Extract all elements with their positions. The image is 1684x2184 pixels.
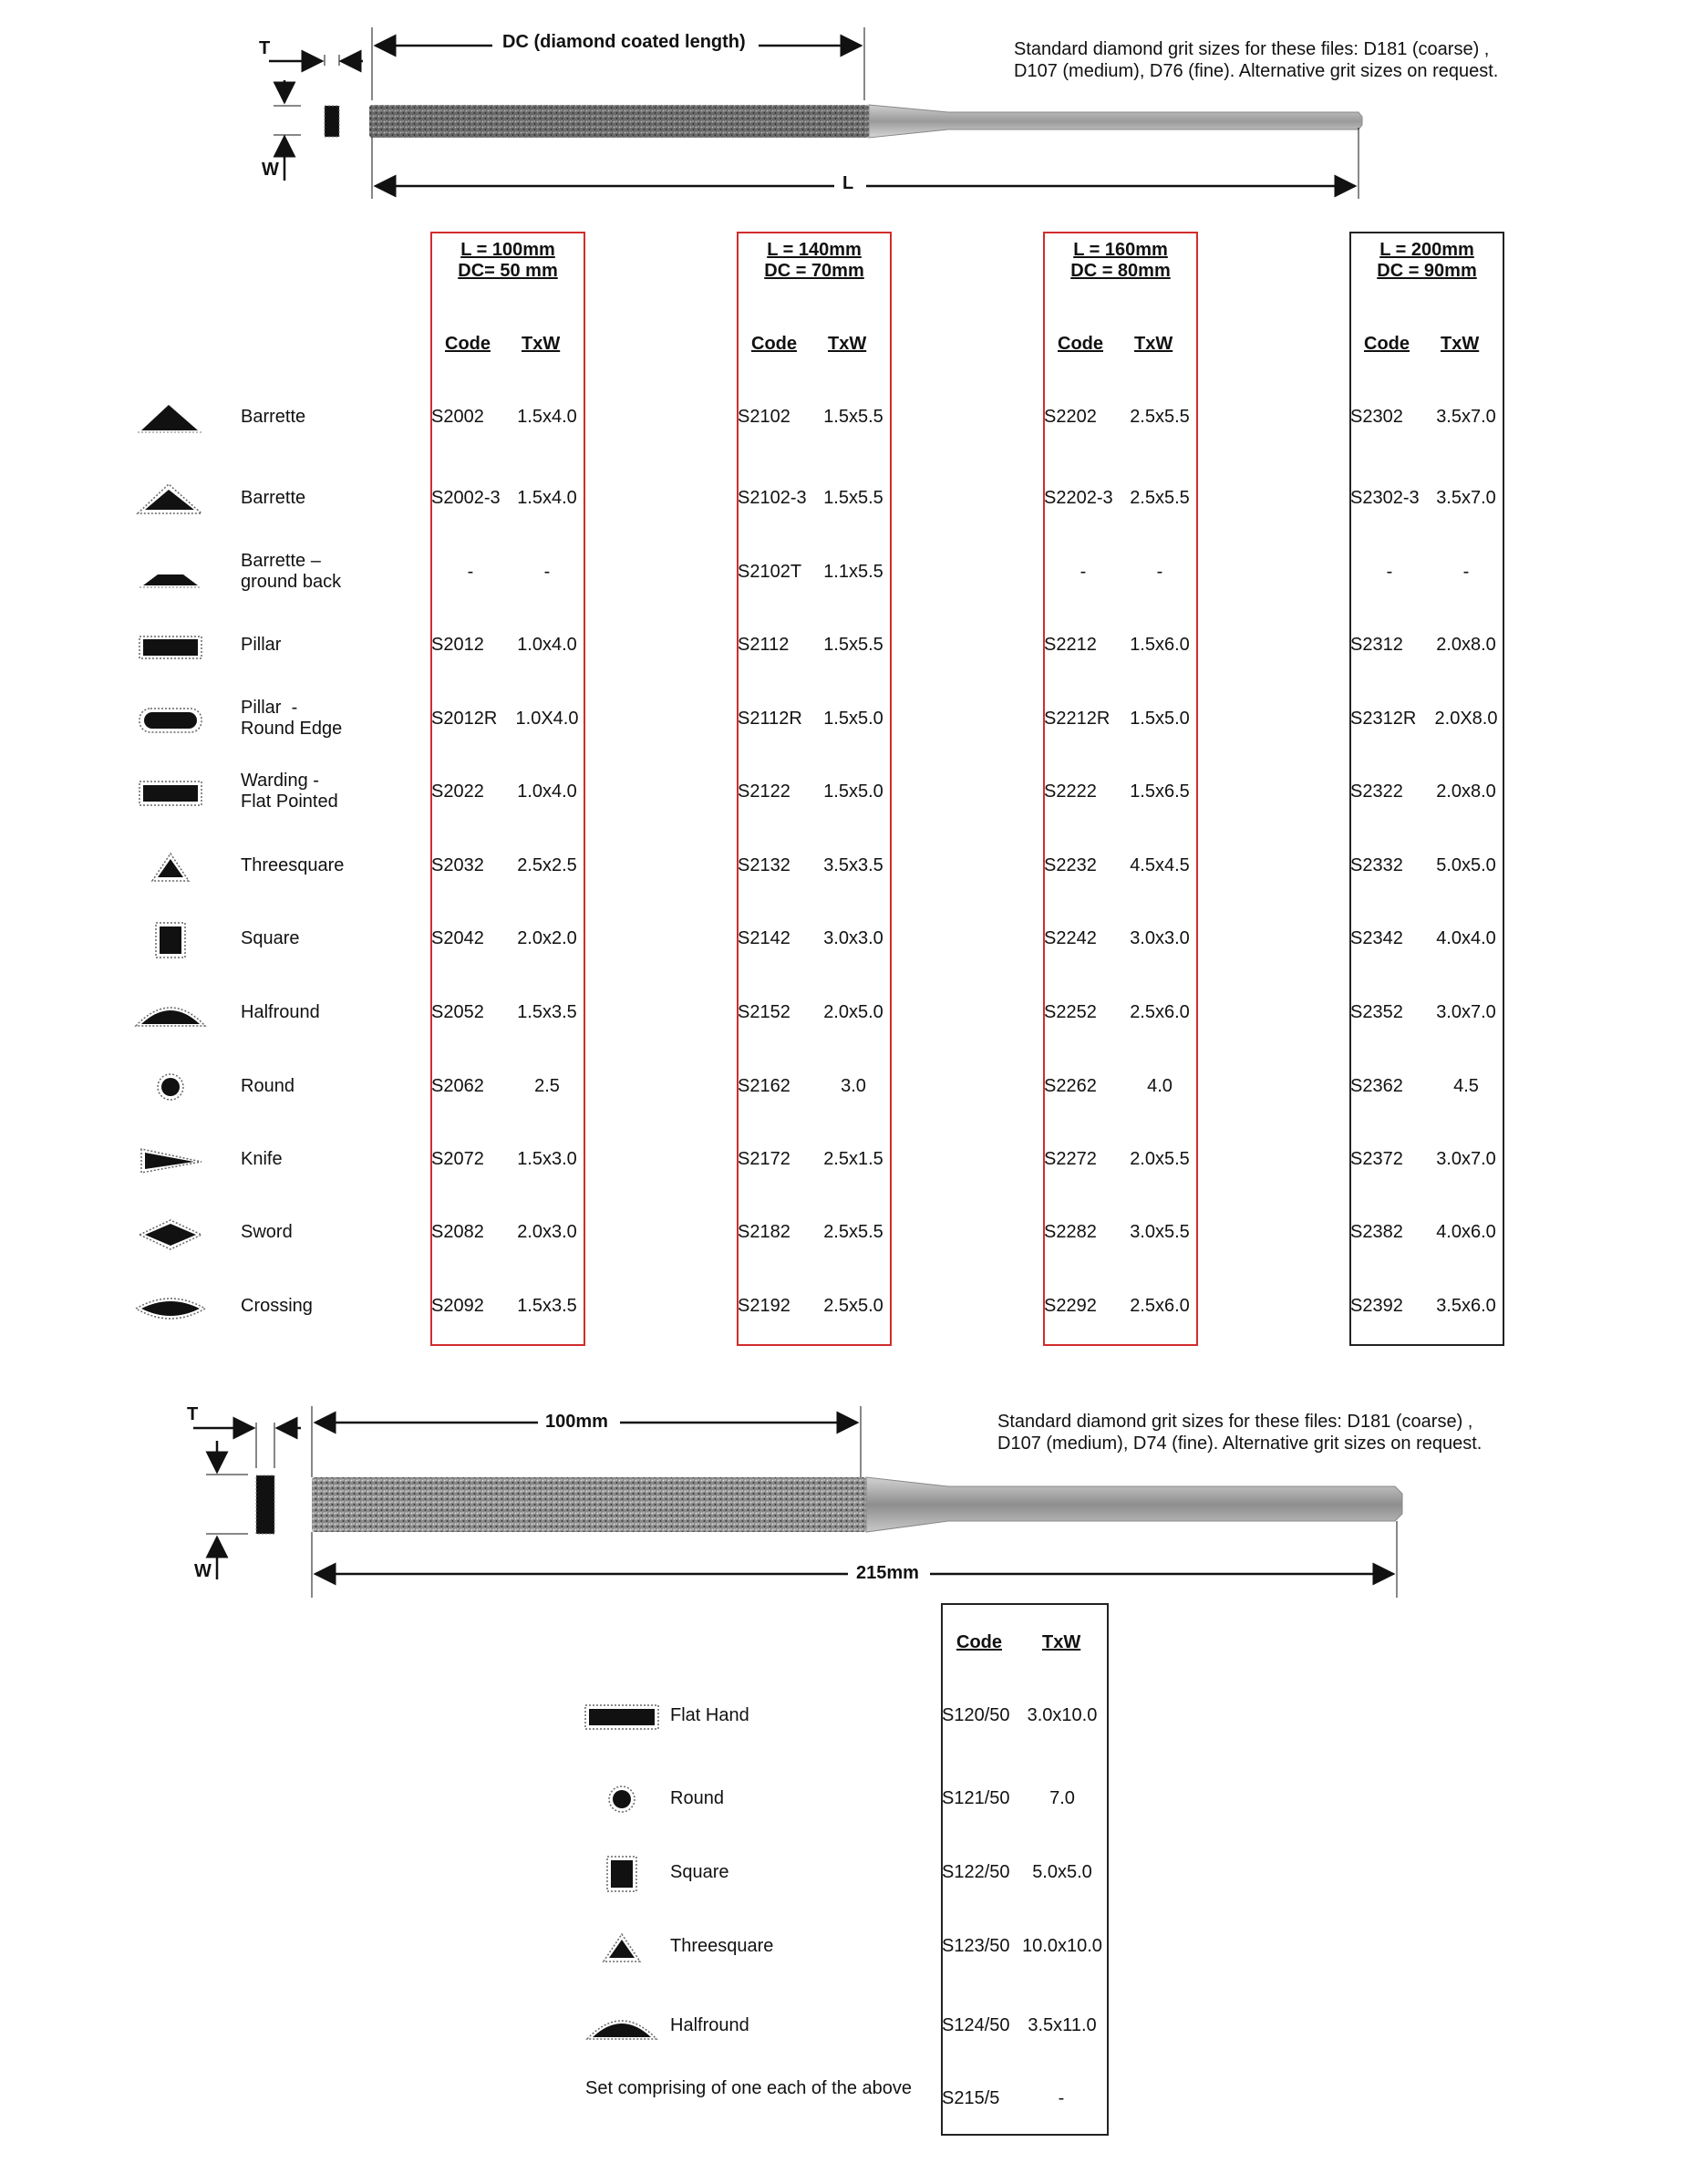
- cell-txw: 3.5x7.0: [1436, 407, 1496, 427]
- cell-code: S2182: [738, 1222, 790, 1242]
- cell-txw: 1.0x4.0: [517, 635, 577, 655]
- knife-icon: [132, 1142, 209, 1180]
- length-header-l: L = 160mm: [1073, 240, 1168, 260]
- cell-code: S2142: [738, 928, 790, 948]
- cell-txw: 4.5: [1453, 1076, 1479, 1096]
- cell-code: S2212: [1044, 635, 1097, 655]
- bottom-grit-note: Standard diamond grit sizes for these files: D181 (coarse) , D107 (medium), D74 (fine). Alternative grit sizes on request.: [997, 1412, 1483, 1454]
- cell-txw: 1.5x6.5: [1130, 781, 1190, 802]
- cell-code: S2112: [738, 635, 790, 655]
- file-shape-name: Barrette – ground back: [241, 551, 342, 592]
- cell-code: S2152: [738, 1002, 790, 1022]
- cell-txw: 10.0x10.0: [1022, 1936, 1102, 1956]
- cell-txw: 2.0x8.0: [1436, 635, 1496, 655]
- cell-code: S2122: [738, 781, 790, 802]
- cell-txw: 3.0x3.0: [1130, 928, 1190, 948]
- length-header-dc: DC= 50 mm: [458, 261, 558, 281]
- cell-txw: 2.0x2.0: [517, 928, 577, 948]
- cell-txw: 3.0x10.0: [1027, 1705, 1098, 1725]
- cell-txw: 2.0x5.5: [1130, 1149, 1190, 1169]
- cell-txw: 2.5x5.5: [1130, 407, 1190, 427]
- file-shape-name: Crossing: [241, 1296, 313, 1316]
- cell-code: -: [1386, 562, 1393, 582]
- cell-txw: 1.5x4.0: [517, 488, 577, 508]
- square-icon: [584, 1855, 660, 1893]
- cell-txw: 1.5x3.5: [517, 1296, 577, 1316]
- cell-code: S2232: [1044, 855, 1097, 875]
- cell-txw: 4.5x4.5: [1130, 855, 1190, 875]
- cell-txw: 4.0x6.0: [1436, 1222, 1496, 1242]
- cell-txw: 2.5x1.5: [823, 1149, 883, 1169]
- length-header-l: L = 100mm: [460, 240, 555, 260]
- cell-code: S2022: [431, 781, 484, 802]
- file-shape-name: Round: [670, 1788, 724, 1808]
- cell-txw: 1.5x5.5: [823, 635, 883, 655]
- cell-code: S2252: [1044, 1002, 1097, 1022]
- cell-txw: 2.0X8.0: [1434, 709, 1498, 729]
- cell-code: S2312: [1350, 635, 1403, 655]
- cell-code: S2312R: [1350, 709, 1417, 729]
- cell-txw: 3.0x5.5: [1130, 1222, 1190, 1242]
- cell-code: S2202: [1044, 407, 1097, 427]
- barrette-icon: [132, 399, 209, 438]
- length-header-l: L = 200mm: [1379, 240, 1474, 260]
- cell-txw: 4.0x4.0: [1436, 928, 1496, 948]
- cell-txw: 5.0x5.0: [1436, 855, 1496, 875]
- set-txw: -: [1058, 2088, 1065, 2108]
- file-shape-name: Knife: [241, 1149, 283, 1169]
- cell-txw: -: [1156, 562, 1163, 582]
- cell-code: S2302-3: [1350, 488, 1420, 508]
- pillar-icon: [132, 627, 209, 666]
- file-shape-name: Square: [241, 928, 300, 948]
- cell-txw: 1.1x5.5: [823, 562, 883, 582]
- cell-code: S2032: [431, 855, 484, 875]
- bottom-label-t: T: [187, 1404, 199, 1424]
- cell-code: S2322: [1350, 781, 1403, 802]
- flat-hand-icon: [584, 1698, 660, 1736]
- length-header-dc: DC = 70mm: [764, 261, 864, 281]
- length-header-dc: DC = 90mm: [1377, 261, 1477, 281]
- column-header-code: Code: [1364, 334, 1410, 354]
- cell-txw: -: [1462, 562, 1470, 582]
- cell-code: S2332: [1350, 855, 1403, 875]
- cell-txw: 1.5x5.0: [1130, 709, 1190, 729]
- cell-txw: 3.0x7.0: [1436, 1002, 1496, 1022]
- cell-txw: 1.0x4.0: [517, 781, 577, 802]
- cell-txw: 5.0x5.0: [1032, 1862, 1092, 1882]
- cell-code: S2272: [1044, 1149, 1097, 1169]
- set-label: Set comprising of one each of the above: [585, 2078, 913, 2098]
- halfround-icon: [132, 995, 209, 1033]
- cell-code: S120/50: [942, 1705, 1010, 1725]
- halfround-icon: [584, 2008, 660, 2046]
- cell-txw: 2.5x5.5: [823, 1222, 883, 1242]
- cell-code: S2102-3: [738, 488, 807, 508]
- cell-code: S121/50: [942, 1788, 1010, 1808]
- warding-icon: [132, 774, 209, 813]
- cell-code: S2072: [431, 1149, 484, 1169]
- cell-code: S2172: [738, 1149, 790, 1169]
- top-grit-note: Standard diamond grit sizes for these files: D181 (coarse) , D107 (medium), D76 (fine). Alternative grit sizes on request.: [1014, 39, 1499, 81]
- cell-code: S2062: [431, 1076, 484, 1096]
- file-shape-name: Threesquare: [670, 1936, 774, 1956]
- file-shape-name: Round: [241, 1076, 294, 1096]
- threesquare-icon: [584, 1929, 660, 1967]
- cell-code: S2132: [738, 855, 790, 875]
- cell-code: S2342: [1350, 928, 1403, 948]
- cell-txw: 3.0x3.0: [823, 928, 883, 948]
- round-icon: [132, 1069, 209, 1107]
- length-header-l: L = 140mm: [767, 240, 862, 260]
- cell-code: S123/50: [942, 1936, 1010, 1956]
- barrette-ground-back-icon: [132, 554, 209, 593]
- cell-txw: 2.5x6.0: [1130, 1002, 1190, 1022]
- cell-code: -: [1080, 562, 1087, 582]
- bottom-label-w: W: [194, 1561, 212, 1581]
- file-shape-name: Square: [670, 1862, 729, 1882]
- cell-txw: 1.5x5.0: [823, 781, 883, 802]
- file-shape-name: Barrette: [241, 488, 306, 508]
- cell-code: S2162: [738, 1076, 790, 1096]
- label-l: L: [842, 173, 854, 193]
- barrette-dotted-icon: [132, 481, 209, 519]
- label-215mm: 215mm: [856, 1563, 919, 1583]
- cell-txw: 1.0X4.0: [515, 709, 579, 729]
- cell-txw: 2.5x5.5: [1130, 488, 1190, 508]
- column-header-code: Code: [445, 334, 491, 354]
- cell-code: S2212R: [1044, 709, 1111, 729]
- column-header-code: Code: [1058, 334, 1103, 354]
- cell-code: S2102: [738, 407, 790, 427]
- label-dc: DC (diamond coated length): [502, 32, 746, 52]
- column-header-txw: TxW: [1441, 334, 1480, 354]
- bottom-header-txw: TxW: [1042, 1632, 1081, 1652]
- cell-code: S2102T: [738, 562, 802, 582]
- cell-txw: 1.5x3.5: [517, 1002, 577, 1022]
- cell-code: S2012R: [431, 709, 498, 729]
- cell-code: S124/50: [942, 2015, 1010, 2035]
- cell-code: S2362: [1350, 1076, 1403, 1096]
- sword-icon: [132, 1215, 209, 1253]
- cell-code: S2052: [431, 1002, 484, 1022]
- cell-code: S2302: [1350, 407, 1403, 427]
- file-shape-name: Sword: [241, 1222, 293, 1242]
- set-code: S215/5: [942, 2088, 1000, 2108]
- length-header-dc: DC = 80mm: [1070, 261, 1171, 281]
- cell-code: S2392: [1350, 1296, 1403, 1316]
- cell-txw: 3.5x3.5: [823, 855, 883, 875]
- file-shape-name: Halfround: [241, 1002, 320, 1022]
- cell-txw: 2.0x8.0: [1436, 781, 1496, 802]
- cell-txw: 2.5x5.0: [823, 1296, 883, 1316]
- column-header-txw: TxW: [522, 334, 561, 354]
- round-icon: [584, 1781, 660, 1819]
- file-shape-name: Pillar - Round Edge: [241, 698, 343, 739]
- cell-code: S2012: [431, 635, 484, 655]
- cell-txw: 3.5x11.0: [1028, 2015, 1097, 2035]
- cell-txw: 3.5x7.0: [1436, 488, 1496, 508]
- crossing-icon: [132, 1289, 209, 1327]
- cell-txw: -: [543, 562, 551, 582]
- cell-code: S2262: [1044, 1076, 1097, 1096]
- label-t: T: [259, 38, 271, 58]
- cell-code: S122/50: [942, 1862, 1010, 1882]
- file-shape-name: Pillar: [241, 635, 282, 655]
- column-header-txw: TxW: [1134, 334, 1173, 354]
- cell-code: S2082: [431, 1222, 484, 1242]
- file-shape-name: Threesquare: [241, 855, 345, 875]
- cell-txw: 1.5x6.0: [1130, 635, 1190, 655]
- cell-code: S2002-3: [431, 488, 501, 508]
- cell-code: S2242: [1044, 928, 1097, 948]
- cell-txw: 1.5x4.0: [517, 407, 577, 427]
- threesquare-icon: [132, 848, 209, 886]
- file-shape-name: Barrette: [241, 407, 306, 427]
- cell-txw: 4.0: [1147, 1076, 1173, 1096]
- cell-txw: 1.5x5.5: [823, 407, 883, 427]
- cell-txw: 3.0x7.0: [1436, 1149, 1496, 1169]
- label-100mm: 100mm: [545, 1412, 608, 1432]
- file-shape-name: Warding - Flat Pointed: [241, 771, 338, 812]
- cell-txw: 2.5x2.5: [517, 855, 577, 875]
- cell-code: S2292: [1044, 1296, 1097, 1316]
- cell-code: S2282: [1044, 1222, 1097, 1242]
- cell-code: S2042: [431, 928, 484, 948]
- cell-code: S2002: [431, 407, 484, 427]
- column-header-code: Code: [751, 334, 797, 354]
- cell-code: S2382: [1350, 1222, 1403, 1242]
- cell-txw: 1.5x5.5: [823, 488, 883, 508]
- cell-txw: 1.5x5.0: [823, 709, 883, 729]
- cell-code: S2112R: [738, 709, 802, 729]
- cell-code: S2222: [1044, 781, 1097, 802]
- label-w: W: [262, 160, 279, 180]
- cell-code: S2352: [1350, 1002, 1403, 1022]
- cell-txw: 2.5x6.0: [1130, 1296, 1190, 1316]
- cell-txw: 2.0x3.0: [517, 1222, 577, 1242]
- cell-txw: 2.5: [534, 1076, 560, 1096]
- file-shape-name: Flat Hand: [670, 1705, 749, 1725]
- square-icon: [132, 921, 209, 959]
- cell-txw: 7.0: [1049, 1788, 1075, 1808]
- cell-txw: 2.0x5.0: [823, 1002, 883, 1022]
- cell-txw: 1.5x3.0: [517, 1149, 577, 1169]
- cell-code: S2192: [738, 1296, 790, 1316]
- file-shape-name: Halfround: [670, 2015, 749, 2035]
- column-header-txw: TxW: [828, 334, 867, 354]
- cell-code: S2372: [1350, 1149, 1403, 1169]
- cell-txw: 3.5x6.0: [1436, 1296, 1496, 1316]
- cell-code: S2202-3: [1044, 488, 1113, 508]
- cell-code: -: [467, 562, 474, 582]
- cell-code: S2092: [431, 1296, 484, 1316]
- bottom-header-code: Code: [956, 1632, 1002, 1652]
- pillar-round-edge-icon: [132, 701, 209, 740]
- cell-txw: 3.0: [841, 1076, 866, 1096]
